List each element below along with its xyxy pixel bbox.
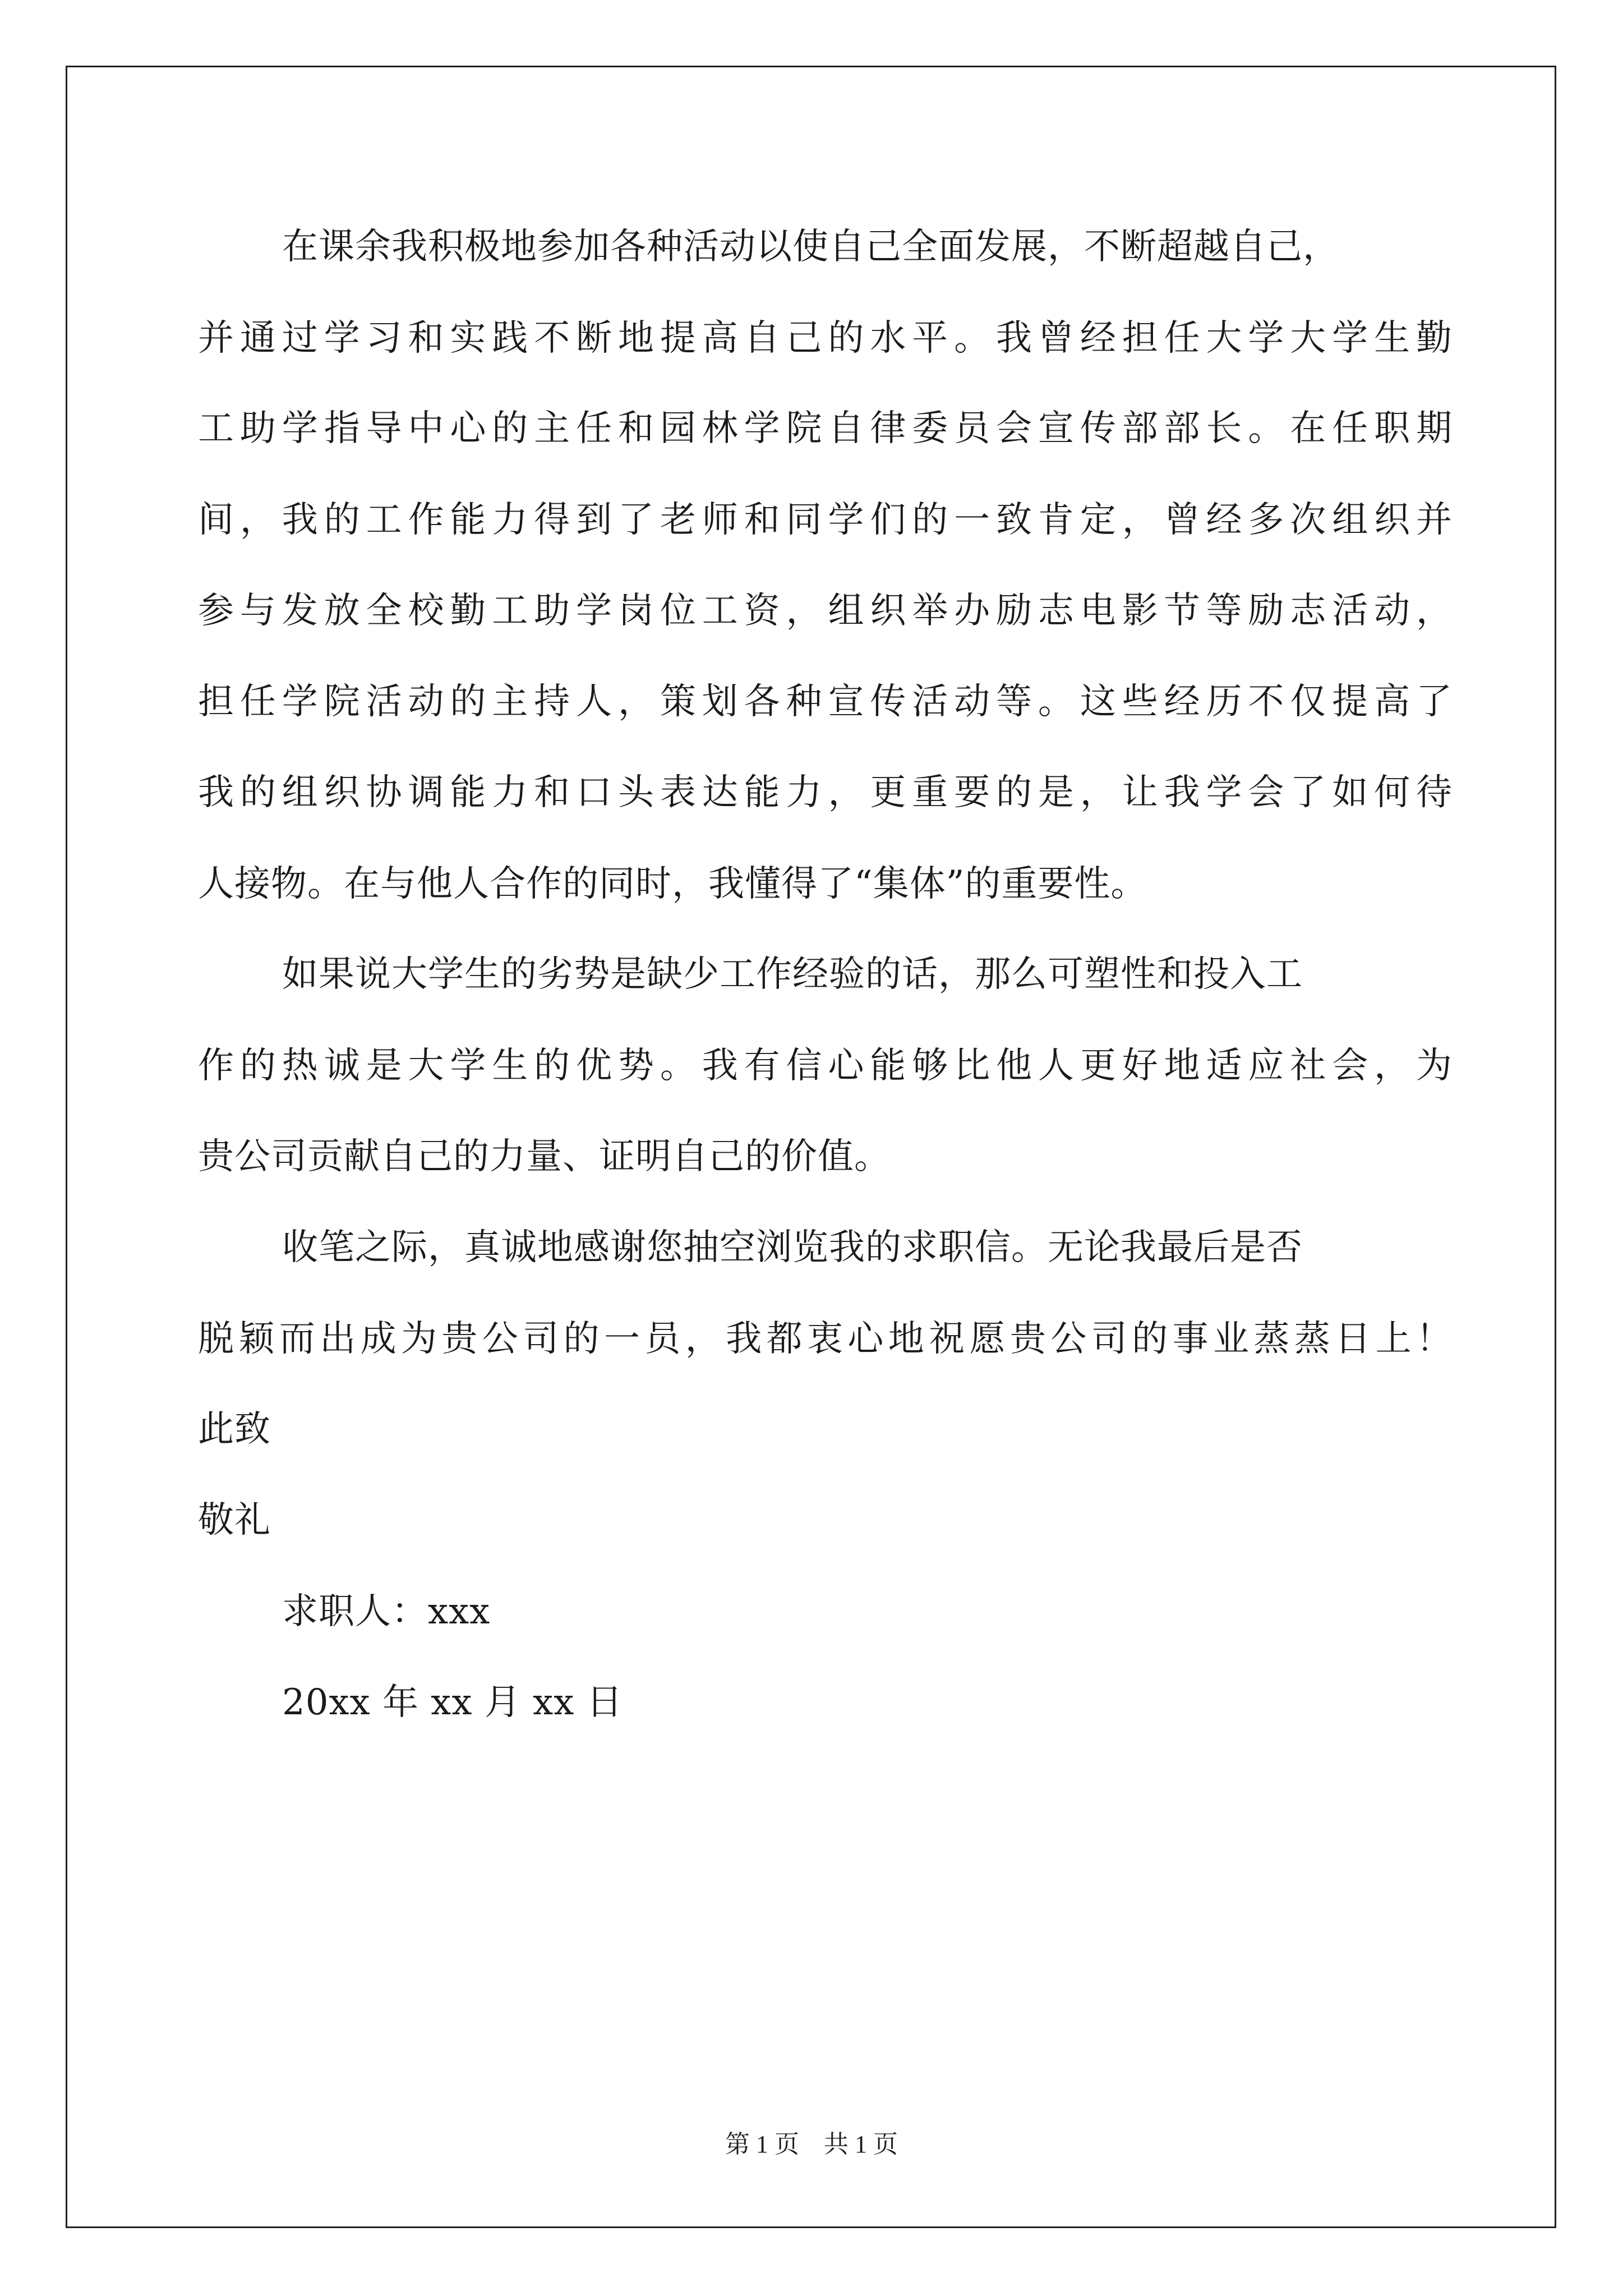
paragraph-1-line-5: 参与发放全校勤工助学岗位工资，组织举办励志电影节等励志活动，: [198, 590, 1453, 632]
paragraph-1-line-8: 人接物。在与他人合作的同时，我懂得了“集体”的重要性。: [198, 863, 1147, 905]
paragraph-3-line-2: 脱颖而出成为贵公司的一员，我都衷心地祝愿贵公司的事业蒸蒸日上！: [198, 1318, 1453, 1360]
page-footer: 第 1 页 共 1 页: [725, 2131, 898, 2158]
paragraph-1-line-4: 间，我的工作能力得到了老师和同学们的一致肯定，曾经多次组织并: [198, 499, 1453, 541]
paragraph-1-line-3: 工助学指导中心的主任和园林学院自律委员会宣传部部长。在任职期: [198, 408, 1453, 449]
paragraph-1-line-7: 我的组织协调能力和口头表达能力，更重要的是，让我学会了如何待: [198, 772, 1453, 813]
closing-salutation: 此致: [198, 1409, 271, 1450]
paragraph-1-line-2: 并通过学习和实践不断地提高自己的水平。我曾经担任大学大学生勤: [198, 318, 1453, 359]
letter-date: 20xx 年 xx 月 xx 日: [282, 1682, 623, 1723]
paragraph-2-line-1: 如果说大学生的劣势是缺少工作经验的话，那么可塑性和投入工: [282, 954, 1303, 995]
paragraph-1-line-6: 担任学院活动的主持人，策划各种宣传活动等。这些经历不仅提高了: [198, 681, 1453, 723]
applicant-signature: 求职人：xxx: [282, 1591, 491, 1632]
paragraph-1-line-1: 在课余我积极地参加各种活动以使自己全面发展，不断超越自己，: [282, 226, 1339, 268]
paragraph-2-line-3: 贵公司贡献自己的力量、证明自己的价值。: [198, 1136, 891, 1177]
paragraph-2-line-2: 作的热诚是大学生的优势。我有信心能够比他人更好地适应社会，为: [198, 1045, 1453, 1087]
closing-regards: 敬礼: [198, 1499, 271, 1541]
paragraph-3-line-1: 收笔之际，真诚地感谢您抽空浏览我的求职信。无论我最后是否: [282, 1227, 1303, 1268]
